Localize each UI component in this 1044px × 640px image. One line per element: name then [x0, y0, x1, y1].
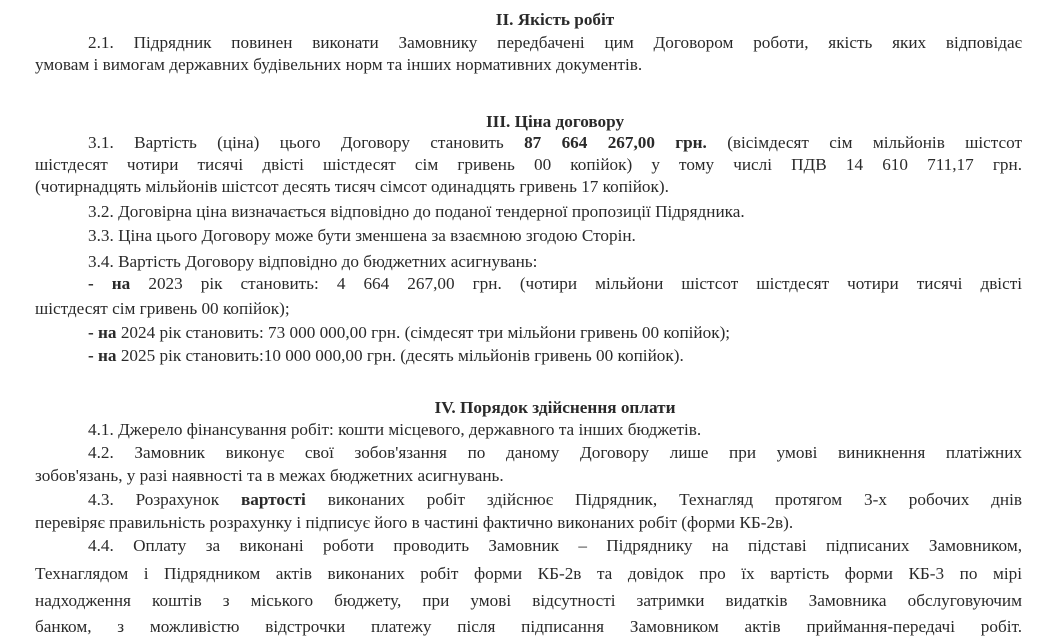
budget-2025	[88, 345, 1022, 367]
clause-3-4: 3.4. Вартість Договору відповідно до бюджетних асигнувань:	[88, 252, 538, 271]
contract-total-price: 87 664 267,00 грн.	[524, 133, 707, 152]
clause-3-2: 3.2. Договірна ціна визначається відповідно до поданої тендерної пропозиції Підрядника.	[88, 202, 745, 221]
clause-3-1-text-pre: 3.1. Вартість (ціна) цього Договору становить	[88, 133, 504, 152]
clause-3-1-line-2: шістдесят чотири тисячі двісті шістдесят сім гривень 00 копійок) у тому числі ПДВ 14 610 711,17 грн.	[35, 155, 1022, 174]
budget-2024-prefix: - на	[88, 323, 117, 342]
section-heading-quality: ІІ. Якість робіт	[495, 10, 615, 29]
clause-4-3-text-pre: 4.3. Розрахунок	[88, 490, 220, 509]
budget-2023-line-1	[88, 273, 1022, 295]
budget-2023-text: рік становить: 4 664 267,00 грн. (чотири мільйони шістсот шістдесят чотири тисячі двісті	[200, 274, 1023, 293]
clause-3-1-line-3: (чотирнадцять мільйонів шістсот десять тисяч сімсот одинадцять гривень 17 копійок).	[35, 177, 669, 196]
budget-2024-year: 2024	[120, 323, 156, 342]
budget-2024-text: рік становить: 73 000 000,00 грн. (сімдесят три мільйони гривень 00 копійок);	[159, 323, 731, 342]
clause-2-1-line-1: 2.1. Підрядник повинен виконати Замовнику передбачені цим Договором роботи, якість яких відповідає	[88, 33, 1022, 52]
clause-4-4-line-1: 4.4. Оплату за виконані роботи проводить Замовник – Підряднику на підставі підписаних Замовником,	[88, 536, 1022, 555]
clause-3-1-line-1	[88, 132, 1022, 154]
section-heading-payment: IV. Порядок здійснення оплати	[434, 398, 676, 417]
clause-4-2-line-2: зобов'язань, у разі наявності та в межах бюджетних асигнувань.	[35, 466, 504, 485]
clause-4-4-line-2: Технаглядом і Підрядником актів виконаних робіт форми КБ-2в та довідок про їх вартість форми КБ-3 по мірі	[35, 564, 1022, 583]
budget-2023-line-2: шістдесят сім гривень 00 копійок);	[35, 299, 290, 318]
section-heading-price: ІІІ. Ціна договору	[485, 112, 625, 131]
budget-2025-year: 2025	[120, 346, 156, 365]
clause-4-4-line-3: надходження коштів з міського бюджету, при умові відсутності затримки видатків Замовника обслуговуючим	[35, 591, 1022, 610]
clause-4-3-line-2: перевіряє правильність розрахунку і підписує його в частині фактично виконаних робіт (форми КБ-2в).	[35, 513, 794, 532]
clause-4-4-line-4: банком, з можливістю відстрочки платежу після підписання Замовником актів приймання-передачі робіт.	[35, 617, 1022, 636]
budget-2024	[88, 322, 1022, 344]
budget-2023-prefix: - на	[88, 274, 131, 293]
clause-4-3-line-1	[88, 489, 1022, 511]
budget-2023-year: 2023	[148, 274, 183, 293]
clause-4-3-text-post: виконаних робіт здійснює Підрядник, Технагляд протягом 3-х робочих днів	[327, 490, 1023, 509]
clause-3-3: 3.3. Ціна цього Договору може бути зменшена за взаємною згодою Сторін.	[88, 226, 636, 245]
clause-4-2-line-1: 4.2. Замовник виконує свої зобов'язання по даному Договору лише при умові виникнення платіжних	[88, 443, 1022, 462]
clause-4-1: 4.1. Джерело фінансування робіт: кошти місцевого, державного та інших бюджетів.	[88, 420, 702, 439]
budget-2025-prefix: - на	[88, 346, 117, 365]
clause-4-3-bold-word: вартості	[240, 490, 306, 509]
clause-2-1-line-2: умовам і вимогам державних будівельних норм та інших нормативних документів.	[35, 55, 643, 74]
clause-3-1-text-post: (вісімдесят сім мільйонів шістсот	[727, 133, 1022, 152]
budget-2025-text: рік становить:10 000 000,00 грн. (десять мільйонів гривень 00 копійок).	[159, 346, 684, 365]
